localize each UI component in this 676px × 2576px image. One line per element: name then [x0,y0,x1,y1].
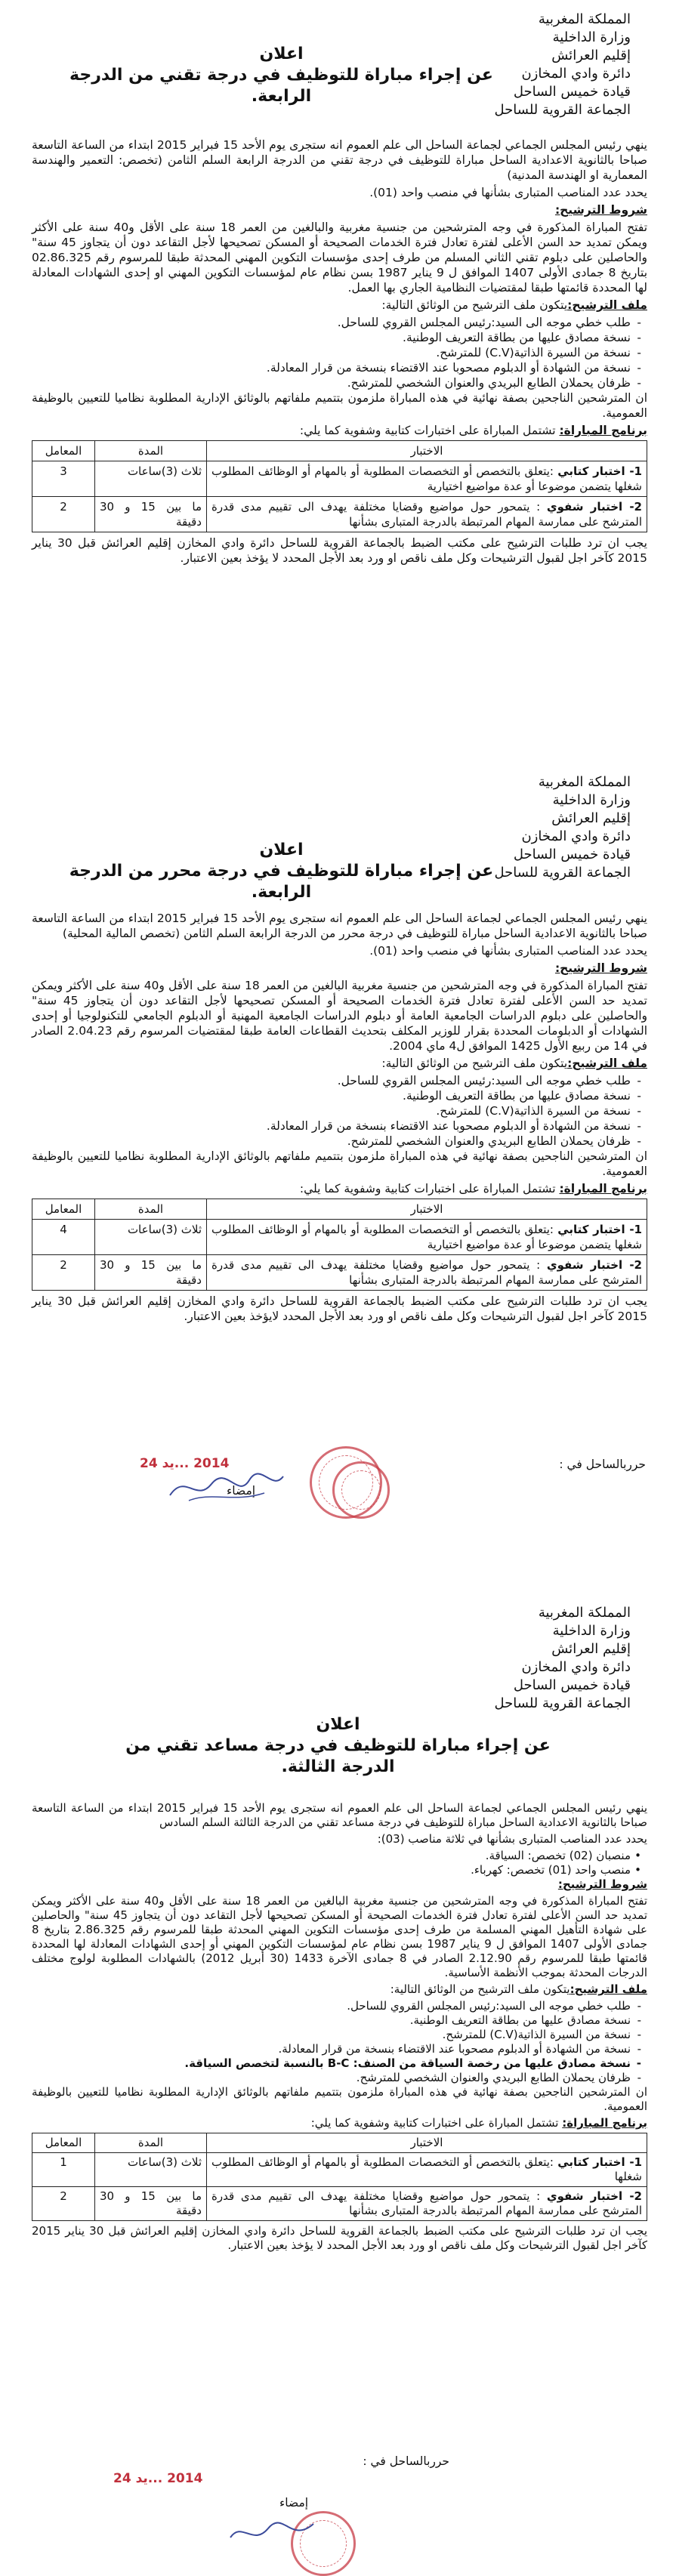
closing-paragraph: يجب ان ترد طلبات الترشيح على مكتب الضبط بالجماعة القروية للساحل دائرة وادي المخازن إقليم العرائش قبل 30 يناير 2015 كآخر اجل لقبول الترشيحات وكل ملف ناقص او ورد بعد الأجل المحدد لايؤخذ بعين الاعتبار. [32,1294,647,1323]
list-item: - طلب خطي موجه الى السيد:رئيس المجلس القروي للساحل. [32,1999,631,2013]
list-item: - نسخة مصادق عليها من رخصة السياقة من الصنف: B-C بالنسبة لتخصص السياقة. [32,2056,631,2071]
list-item: - نسخة مصادق عليها من بطاقة التعريف الوطنية. [32,330,631,345]
list-item: - نسخة من السيرة الذاتية(C.V) للمترشح. [32,345,631,360]
list-item: - طلب خطي موجه الى السيد:رئيس المجلس القروي للساحل. [32,315,631,330]
signature-label: إمضاء [227,1484,256,1498]
table-header-row [32,441,647,461]
exam-cell: 1- اختبار كتابي :يتعلق بالتخصص أو التخصصات المطلوبة أو بالمهام أو الوظائف المطلوب شغلها [207,2153,647,2187]
header-coefficient: المعامل [32,1199,95,1220]
conditions-text: تفتح المباراة المذكورة في وجه المترشحين من جنسية مغربية البالغين من العمر 18 سنة على الأقل و40 سنة على الأكثر ويمكن تمديد حد السن الأعلى لفترة تعادل فترة الخدمات الصحيحة أو المسكن تصحيحها لأجل التقاعد دون أن يتجاوز 45 سنة" والحاصلين على دبلوم الدراسات الجامعية العامة أو دبلوم الدراسات الجامعية المهنية أو الدبلوم الجامعي للتكنولوجيا أو إحدى الشهادات أو الدبلومات المحددة بقرار للوزير المكلف بتحديث القطاعات العامة طبقا لمقتضيات المرسوم رقم 2.04.23 الصادر في 14 من ربيع الأول 1425 الموافق ل4 ماي 2004. [32,979,648,1053]
list-item: - نسخة من الشهادة أو الدبلوم مصحوبا عند الاقتضاء بنسخة من قرار المعادلة. [32,360,631,375]
date-stamp: 2014 ...يد 24 [113,2471,203,2486]
handwritten-signature [166,1469,287,1507]
list-item: - نسخة من السيرة الذاتية(C.V) للمترشح. [32,2028,631,2042]
exam-program-table [32,1199,647,1291]
exam-cell: 2- اختبار شفوي : يتمحور حول مواضيع وقضايا مختلفة يهدف الى تقييم مدى قدرة المترشح على ممارسة المهام المرتبطة بالدرجة المتبارى بشأنها [207,1255,647,1291]
table-header-row [32,1199,647,1220]
posts-count: يحدد عدد المناصب المتبارى بشأنها في منصب واحد (01). [369,186,647,199]
posts-list [32,1849,647,1877]
coefficient-cell: 2 [32,497,95,532]
duration-cell: ما بين 15 و 30 دقيقة [95,1255,207,1291]
conditions-heading: شروط الترشيح: [554,961,647,975]
list-item: - نسخة من الشهادة أو الدبلوم مصحوبا عند الاقتضاء بنسخة من قرار المعادلة. [32,2042,631,2056]
table-row [32,1220,647,1255]
file-heading: ملف الترشيح: [567,1057,647,1070]
notice-editor [0,763,676,1593]
file-heading: ملف الترشيح: [570,1982,647,1996]
list-item: - نسخة من السيرة الذاتية(C.V) للمترشح. [32,1103,631,1118]
notice-body [32,911,647,1326]
coefficient-cell: 2 [32,2187,95,2221]
program-heading: برنامج المباراة: [559,1182,647,1195]
file-note: ان المترشحين الناجحين بصفة نهائية في هذه المباراة ملزمون بتتميم ملفاتهم بالوثائق الإدارية المطلوبة نظاميا للتعيين بالوظيفة العمومية. [32,2085,647,2113]
exam-cell: 2- اختبار شفوي : يتمحور حول مواضيع وقضايا مختلفة يهدف الى تقييم مدى قدرة المترشح على ممارسة المهام المرتبطة بالدرجة المتبارى بشأنها [207,497,647,532]
institution-header: المملكة المغربية وزارة الداخلية إقليم العرائش دائرة وادي المخازن قيادة خميس الساحل الجماعة القروية للساحل [494,1605,631,1711]
file-documents-list [32,1999,647,2085]
file-documents-list [32,315,647,390]
closing-paragraph: يجب ان ترد طلبات الترشيح على مكتب الضبط بالجماعة القروية للساحل دائرة وادي المخازن إقليم العرائش قبل 30 يناير 2015 كآخر اجل لقبول الترشيحات وكل ملف ناقص او ورد بعد الأجل المحدد لا يؤخذ بعين الاعتبار. [32,2224,648,2252]
duration-cell: ثلاث (3)ساعات [95,1220,207,1255]
file-intro: يتكون ملف الترشيح من الوثائق التالية: [381,1057,568,1070]
list-item: • منصب واحد (01) تخصص: كهرباء. [32,1863,631,1877]
notice-body [32,137,647,568]
exam-cell: 2- اختبار شفوي : يتمحور حول مواضيع وقضايا مختلفة يهدف الى تقييم مدى قدرة المترشح على ممارسة المهام المرتبطة بالدرجة المتبارى بشأنها [207,2187,647,2221]
duration-cell: ثلاث (3)ساعات [95,461,207,497]
posts-count: يحدد عدد المناصب المتبارى بشأنها في منصب واحد (01). [369,944,647,958]
exam-program-table [32,440,647,532]
header-exam: الاختبار [207,2133,647,2153]
conditions-text: تفتح المباراة المذكورة في وجه المترشحين من جنسية مغربية والبالغين من العمر 18 سنة على الأقل و40 سنة على الأكثر ويمكن تمديد حد السن الأعلى لفترة تعادل فترة الخدمات الصحيحة أو المسكن تصحيحها لأجل التقاعد دون أن يتجاوز 45 سنة" والحاصلين على دبلوم تقني الثاني المسلم من طرف إحدى مؤسسات التكوين المهني المحدثة طبقا للمرسوم رقم 02.86.325 بتاريخ 8 جمادى الأولى 1407 الموافق ل 9 يناير 1987 بسن نظام عام لمؤسسات التكوين المهني او إحدى الشهادات المعادلة لها المحددة قائمتها طبقا لمقتضيات النظامية الجاري بها العمل. [32,221,648,295]
duration-cell: ما بين 15 و 30 دقيقة [95,497,207,532]
conditions-text: تفتح المباراة المذكورة في وجه المترشحين من جنسية مغربية البالغين من العمر 18 سنة على الأقل و40 سنة على الأكثر ويمكن تمديد حد السن الأعلى لفترة تعادل فترة الخدمات الصحيحة أو المسكن تصحيحها لأجل التقاعد دون أن يتجاوز 45 سنة" والحاصلين على شهادة التأهيل المهني المسلمة من طرف إحدى مؤسسات التكوين المهني المحدثة طبقا للمرسوم رقم 2.86.325 بتاريخ 8 جمادى الأولى 1407 الموافق ل 9 يناير 1987 بسن نظام عام لمؤسسات التكوين المهني أو إحدى الشهادات المعادلة لها المحددة قائمتها طبقا للمرسوم رقم 2.12.90 الصادر في 8 جمادى الآخرة 1433 (30 أبريل 2012) بالشهادات المطلوبة لولوج مختلف الدرجات المحدثة بموجب الأنظمة الأساسية. [32,1894,648,1979]
official-seal-stamp [332,1461,390,1519]
signoff-line: حرربالساحل في : [363,2454,449,2468]
notice-title: اعلان عن إجراء مباراة للتوظيف في درجة مساعد تقني من الدرجة الثالثة. [125,1715,551,1776]
file-note: ان المترشحين الناجحين بصفة نهائية في هذه المباراة ملزمون بتتميم ملفاتهم بالوثائق الإدارية المطلوبة نظاميا للتعيين بالوظيفة العمومية. [32,391,647,420]
notice-title: اعلان عن إجراء مباراة للتوظيف في درجة تقني من الدرجة الرابعة. [69,45,493,106]
program-intro: تشتمل المباراة على اختبارات كتابية وشفوية كما يلي: [299,424,556,437]
duration-cell: ما بين 15 و 30 دقيقة [95,2187,207,2221]
list-item: - نسخة من الشهادة أو الدبلوم مصحوبا عند الاقتضاء بنسخة من قرار المعادلة. [32,1118,631,1134]
conditions-heading: شروط الترشيح: [557,1877,647,1891]
program-intro: تشتمل المباراة على اختبارات كتابية وشفوية كما يلي: [299,1182,556,1195]
header-duration: المدة [95,441,207,461]
file-note: ان المترشحين الناجحين بصفة نهائية في هذه المباراة ملزمون بتتميم ملفاتهم بالوثائق الإدارية المطلوبة نظاميا للتعيين بالوظيفة العمومية. [32,1149,647,1178]
intro-paragraph: ينهي رئيس المجلس الجماعي لجماعة الساحل الى علم العموم انه ستجرى يوم الأحد 15 فبراير 2015 ابتداء من الساعة التاسعة صباحا بالثانوية الاعدادية الساحل مباراة للتوظيف في درجة محرر من الدرجة الرابعة السلم الثامن (تخصص المالية المحلية) [32,912,647,940]
handwritten-signature [227,2515,317,2553]
list-item: - ظرفان يحملان الطابع البريدي والعنوان الشخصي للمترشح. [32,1134,631,1149]
coefficient-cell: 4 [32,1220,95,1255]
program-intro: تشتمل المباراة على اختبارات كتابية وشفوية كما يلي: [310,2116,559,2130]
posts-count: يحدد عدد المناصب المتبارى بشأنها في ثلاثة مناصب (03): [377,1832,647,1846]
exam-cell: 1- اختبار كتابي :يتعلق بالتخصص أو التخصصات المطلوبة أو بالمهام أو الوظائف المطلوب شغلها يتضمن موضوعا أو عدة مواضيع اختيارية [207,461,647,497]
list-item: - نسخة مصادق عليها من بطاقة التعريف الوطنية. [32,1088,631,1103]
exam-cell: 1- اختبار كتابي :يتعلق بالتخصص أو التخصصات المطلوبة أو بالمهام أو الوظائف المطلوب شغلها يتضمن موضوعا أو عدة مواضيع اختيارية [207,1220,647,1255]
duration-cell: ثلاث (3)ساعات [95,2153,207,2187]
signature-label: إمضاء [279,2496,309,2510]
table-row [32,2153,647,2187]
notice-assistant-technician [0,1593,676,2568]
notice-title: اعلان عن إجراء مباراة للتوظيف في درجة محرر من الدرجة الرابعة. [69,841,494,902]
file-intro: يتكون ملف الترشيح من الوثائق التالية: [390,1982,570,1996]
conditions-heading: شروط الترشيح: [554,203,647,217]
notice-technician [0,0,676,763]
header-exam: الاختبار [207,441,647,461]
file-intro: يتكون ملف الترشيح من الوثائق التالية: [381,298,568,312]
exam-program-table [32,2133,647,2221]
header-duration: المدة [95,2133,207,2153]
header-coefficient: المعامل [32,2133,95,2153]
coefficient-cell: 3 [32,461,95,497]
program-heading: برنامج المباراة: [562,2116,647,2130]
institution-header: المملكة المغربية وزارة الداخلية إقليم العرائش دائرة وادي المخازن قيادة خميس الساحل الجماعة القروية للساحل [494,11,631,118]
table-row [32,2187,647,2221]
notice-body [32,1801,647,2255]
coefficient-cell: 1 [32,2153,95,2187]
closing-paragraph: يجب ان ترد طلبات الترشيح على مكتب الضبط بالجماعة القروية للساحل دائرة وادي المخازن إقليم العرائش قبل 30 يناير 2015 كآخر اجل لقبول الترشيحات وكل ملف ناقص او ورد بعد الأجل المحدد لا يؤخذ بعين الاعتبار. [32,536,647,565]
table-row [32,497,647,532]
file-documents-list [32,1073,647,1149]
intro-paragraph: ينهي رئيس المجلس الجماعي لجماعة الساحل الى علم العموم انه ستجرى يوم الأحد 15 فبراير 2015 ابتداء من الساعة التاسعة صباحا بالثانوية الاعدادية الساحل مباراة للتوظيف في درجة مساعد تقني من الدرجة الثالثة السلم السادس [32,1801,647,1829]
file-heading: ملف الترشيح: [567,298,647,312]
table-header-row [32,2133,647,2153]
list-item: - طلب خطي موجه الى السيد:رئيس المجلس القروي للساحل. [32,1073,631,1088]
signoff-line: حرربالساحل في : [559,1458,646,1471]
coefficient-cell: 2 [32,1255,95,1291]
table-row [32,461,647,497]
list-item: - نسخة مصادق عليها من بطاقة التعريف الوطنية. [32,2013,631,2028]
table-row [32,1255,647,1291]
header-exam: الاختبار [207,1199,647,1220]
intro-paragraph: ينهي رئيس المجلس الجماعي لجماعة الساحل الى علم العموم انه ستجرى يوم الأحد 15 فبراير 2015 ابتداء من الساعة التاسعة صباحا بالثانوية الاعدادية الساحل مباراة للتوظيف في درجة تقني من الدرجة الرابعة السلم الثامن (تخصص: التعمير والهندسة المعمارية او الهندسة المدنية) [32,138,647,182]
date-stamp: 2014 ...يد 24 [140,1456,230,1471]
list-item: - ظرفان يحملان الطابع البريدي والعنوان الشخصي للمترشح. [32,375,631,390]
institution-header: المملكة المغربية وزارة الداخلية إقليم العرائش دائرة وادي المخازن قيادة خميس الساحل الجماعة القروية للساحل [494,774,631,881]
list-item: - ظرفان يحملان الطابع البريدي والعنوان الشخصي للمترشح. [32,2071,631,2085]
program-heading: برنامج المباراة: [559,424,647,437]
header-coefficient: المعامل [32,441,95,461]
list-item: • منصبان (02) تخصص: السياقة. [32,1849,631,1863]
header-duration: المدة [95,1199,207,1220]
